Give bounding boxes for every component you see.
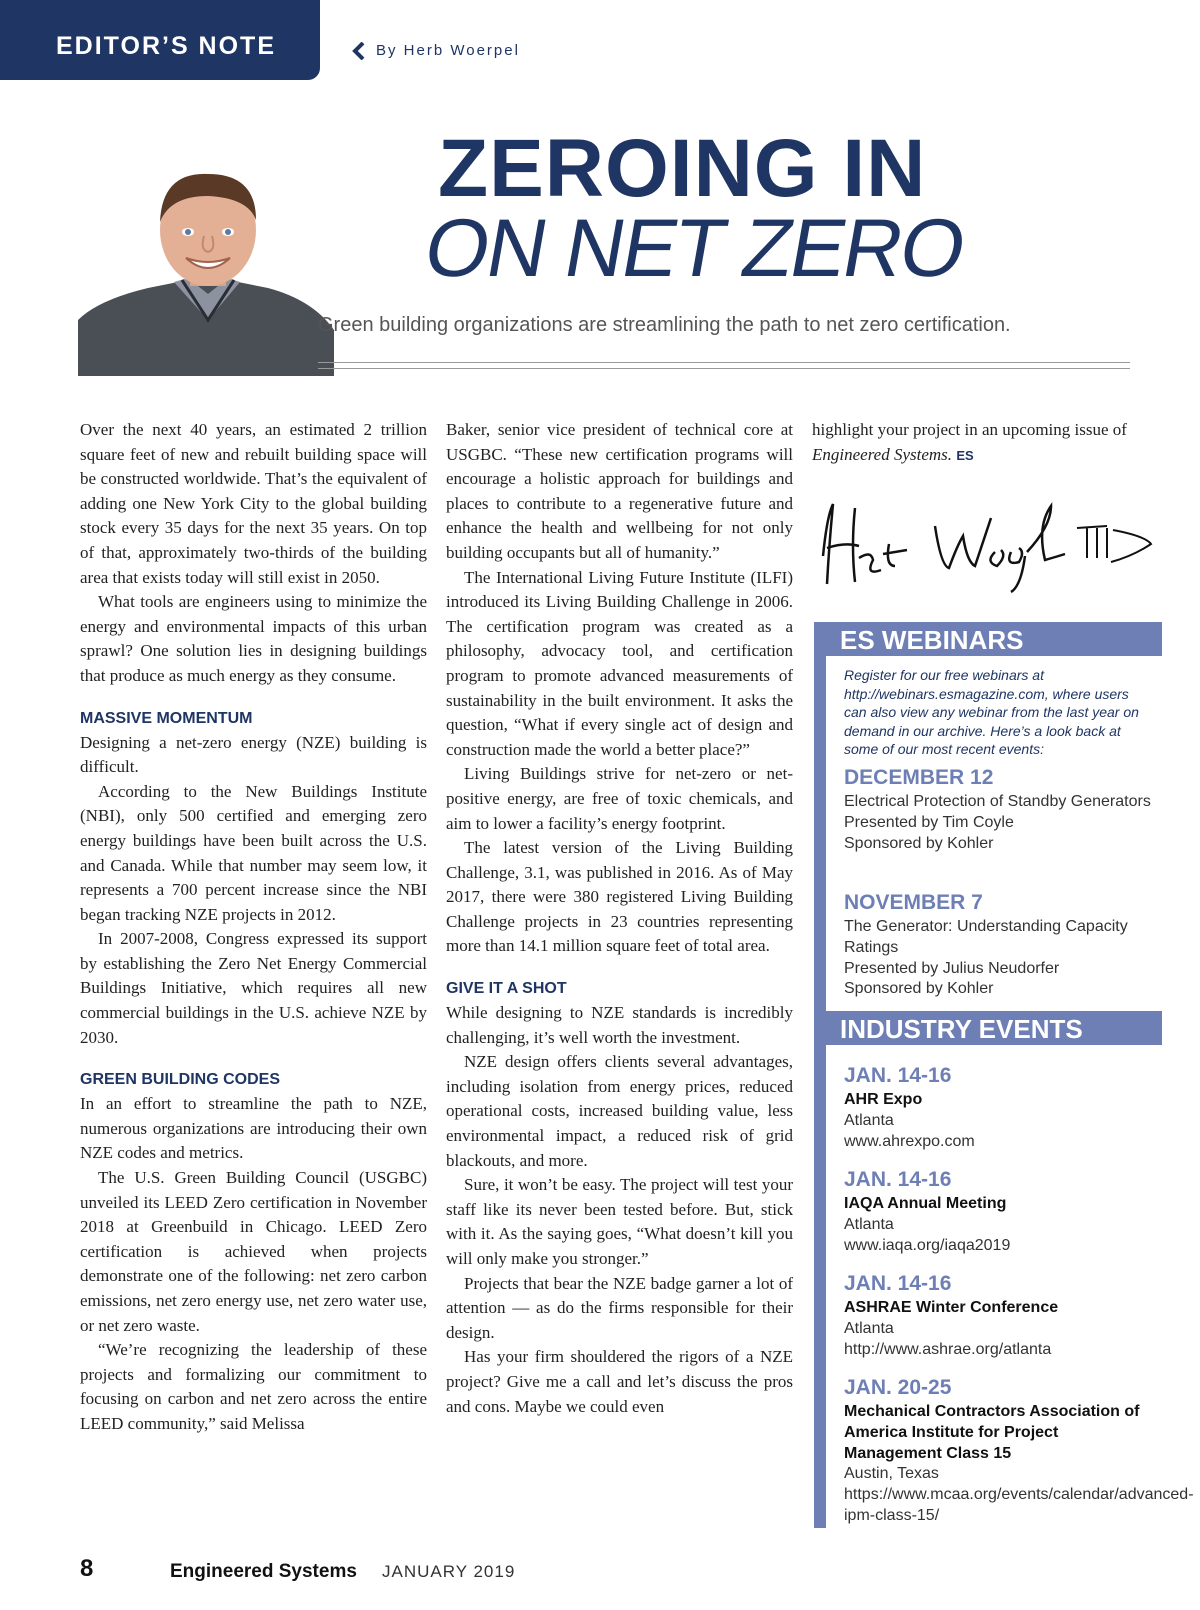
paragraph: Designing a net-zero energy (NZE) building is difficult. <box>80 732 427 777</box>
subhead: GREEN BUILDING CODES <box>80 1071 281 1089</box>
subhead: GIVE IT A SHOT <box>446 980 567 998</box>
event-item <box>844 1166 1159 1256</box>
deck: Green building organizations are streamlining the path to net zero certification. <box>318 314 1011 336</box>
paragraph: The U.S. Green Building Council (USGBC) unveiled its LEED Zero certification in November 2018 at Greenbuild in Chicago. LEED Zero certification is achieved when projects demonstrate one of the following: net zero carbon emissions, net zero energy use, net zero water use, or net zero waste. <box>80 1168 427 1335</box>
webinar-presenter: Presented by Tim Coyle <box>844 813 1014 831</box>
paragraph: What tools are engineers using to minimize the energy and environmental impacts of this urban sprawl? One solution lies in designing buildings that produce as much energy as they consume. <box>80 592 427 685</box>
webinar-title: The Generator: Understanding Capacity Ratings <box>844 918 1128 956</box>
event-location: Atlanta <box>844 1319 894 1337</box>
paragraph: NZE design offers clients several advantages, including isolation from energy prices, reduced operational costs, increased building value, less environmental impact, a reduced risk of grid blackouts, and more. <box>446 1052 793 1170</box>
event-date: JAN. 14-16 <box>844 1064 952 1087</box>
event-location: Atlanta <box>844 1111 894 1129</box>
article-column-1 <box>80 418 427 1437</box>
chevron-left-icon <box>352 42 366 60</box>
event-url[interactable]: www.ahrexpo.com <box>844 1132 975 1150</box>
webinar-date: NOVEMBER 7 <box>844 891 983 914</box>
page-number: 8 <box>80 1555 94 1582</box>
event-item <box>844 1374 1194 1527</box>
paragraph: While designing to NZE standards is incredibly challenging, it’s well worth the investment. <box>446 1003 793 1047</box>
event-location: Atlanta <box>844 1215 894 1233</box>
webinar-title: Electrical Protection of Standby Generators <box>844 793 1151 810</box>
paragraph: “We’re recognizing the leadership of these projects and formalizing our commitment to focusing on carbon and net zero across the entire LEED community,” said Melissa <box>80 1340 427 1433</box>
article-column-2 <box>446 418 793 1419</box>
event-date: JAN. 14-16 <box>844 1168 952 1191</box>
closing-paragraph <box>812 418 1162 468</box>
event-date: JAN. 20-25 <box>844 1376 952 1399</box>
section-tab <box>0 0 320 80</box>
event-location: Austin, Texas <box>844 1465 939 1483</box>
author-photo <box>78 170 334 376</box>
paragraph: Projects that bear the NZE badge garner a lot of attention — as do the firms responsible for their design. <box>446 1273 793 1342</box>
paragraph: The International Living Future Institute (ILFI) introduced its Living Building Challenge in 2006. The certification program was created as a philosophy, advocacy tool, and certification program to promote advanced measurements of sustainability in the built environment. It asks the question, “What if every single act of design and construction made the world a better place?” <box>446 567 793 759</box>
webinar-item <box>844 889 1159 1000</box>
closing-text: highlight your project in an upcoming issue of <box>812 420 1127 439</box>
end-mark: ES <box>956 447 974 463</box>
headline-line-1: ZEROING IN <box>438 123 927 214</box>
event-url[interactable]: https://www.mcaa.org/events/calendar/advanced-ipm-class-15/ <box>844 1486 1194 1524</box>
paragraph: Baker, senior vice president of technical core at USGBC. “These new certification programs will encourage a holistic approach for buildings and places to contribute to a regenerative future and enhance the health and wellbeing for not only building occupants but all of humanity.” <box>446 420 793 562</box>
divider <box>318 368 1130 369</box>
byline-text: By Herb Woerpel <box>376 42 520 59</box>
webinar-sponsor: Sponsored by Kohler <box>844 834 994 852</box>
article-column-3 <box>812 418 1162 468</box>
event-name: ASHRAE Winter Conference <box>844 1299 1059 1316</box>
webinar-date: DECEMBER 12 <box>844 766 994 789</box>
paragraph: Over the next 40 years, an estimated 2 trillion square feet of new and rebuilt building space will be constructed worldwide. That’s the equivalent of adding one New York City to the global building stock every 35 days for the next 35 years. On top of that, approximately two-thirds of the building area that exists today will still exist in 2050. <box>80 420 427 587</box>
publication-title: Engineered Systems <box>170 1561 357 1582</box>
signature <box>815 496 1155 596</box>
event-name: Mechanical Contractors Association of America Institute for Project Management Class 15 <box>844 1403 1140 1462</box>
webinar-item <box>844 764 1159 854</box>
divider <box>318 362 1130 363</box>
section-label: EDITOR’S NOTE <box>56 32 277 60</box>
paragraph: Living Buildings strive for net-zero or net-positive energy, are free of toxic chemicals, and aim to lower a facility’s energy footprint. <box>446 764 793 833</box>
webinars-intro: Register for our free webinars at http://webinars.esmagazine.com, where users can also view any webinar from the last year on demand in our archive. Here’s a look back at some of our most recent events: <box>844 667 1139 757</box>
paragraph: In 2007-2008, Congress expressed its support by establishing the Zero Net Energy Commercial Buildings Initiative, which requires all new commercial buildings in the U.S. achieve NZE by 2030. <box>80 929 427 1047</box>
publication-name: Engineered Systems. <box>812 444 953 464</box>
event-item <box>844 1270 1159 1360</box>
webinar-presenter: Presented by Julius Neudorfer <box>844 959 1060 977</box>
event-url[interactable]: http://www.ashrae.org/atlanta <box>844 1340 1052 1358</box>
webinar-sponsor: Sponsored by Kohler <box>844 980 994 998</box>
paragraph: The latest version of the Living Building Challenge, 3.1, was published in 2016. As of May 2017, there were 380 registered Living Building Challenge projects in 23 countries representing more than 14.1 million square feet of total area. <box>446 838 793 956</box>
webinars-header: ES WEBINARS <box>814 622 1162 656</box>
paragraph: Has your firm shouldered the rigors of a NZE project? Give me a call and let’s discuss the pros and cons. Maybe we could even <box>446 1347 793 1416</box>
event-name: AHR Expo <box>844 1091 923 1108</box>
events-header: INDUSTRY EVENTS <box>814 1011 1162 1045</box>
issue-date: JANUARY 2019 <box>382 1562 516 1581</box>
headline-line-2: ON NET ZERO <box>418 203 971 294</box>
paragraph: Sure, it won’t be easy. The project will test your staff like its never been tested before. But, stick with it. As the saying goes, “What doesn’t kill you will only make you stronger.” <box>446 1175 793 1268</box>
event-item <box>844 1062 1159 1152</box>
event-url[interactable]: www.iaqa.org/iaqa2019 <box>844 1236 1011 1254</box>
event-date: JAN. 14-16 <box>844 1272 952 1295</box>
paragraph: According to the New Buildings Institute (NBI), only 500 certified and emerging zero energy buildings have been built across the U.S. and Canada. While that number may seem low, it represents a 700 percent increase since the NBI began tracking NZE projects in 2012. <box>80 781 427 924</box>
paragraph: In an effort to streamline the path to NZE, numerous organizations are introducing their own NZE codes and metrics. <box>80 1094 427 1163</box>
event-name: IAQA Annual Meeting <box>844 1195 1007 1212</box>
subhead: MASSIVE MOMENTUM <box>80 709 253 727</box>
